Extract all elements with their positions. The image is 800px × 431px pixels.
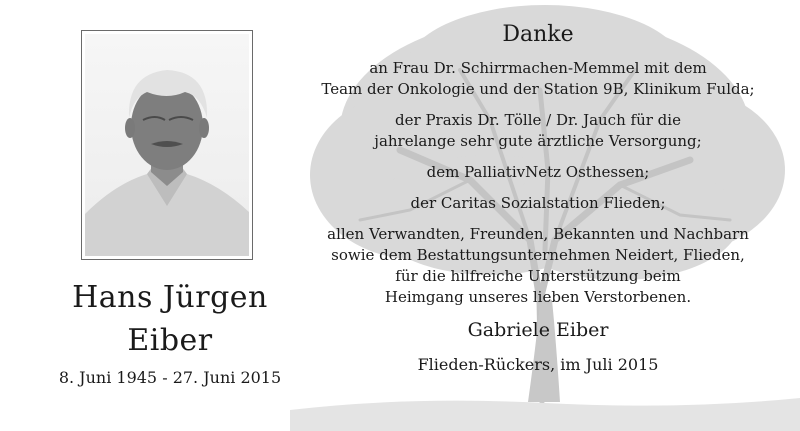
- thanks-block-caritas: [300, 193, 776, 214]
- thanks-line: der Caritas Sozialstation Flieden;: [410, 194, 666, 212]
- thanks-line: Team der Onkologie und der Station 9B, Klinikum Fulda;: [321, 80, 755, 98]
- thanks-line: der Praxis Dr. Tölle / Dr. Jauch für die: [395, 111, 681, 129]
- deceased-name-first: Hans Jürgen: [72, 280, 268, 315]
- thanks-column: [300, 22, 776, 376]
- thanks-block-palliative: [300, 162, 776, 183]
- thanks-line: jahrelange sehr gute ärztliche Versorgung;: [374, 132, 702, 150]
- portrait-photo: [85, 34, 249, 256]
- portrait-frame: [81, 30, 253, 260]
- portrait-icon: [85, 34, 249, 256]
- thanks-line: sowie dem Bestattungsunternehmen Neidert, Flieden,: [331, 246, 745, 264]
- thanks-line: an Frau Dr. Schirrmachen-Memmel mit dem: [369, 59, 707, 77]
- thanks-heading: Danke: [502, 22, 574, 47]
- place-date: Flieden-Rückers, im Juli 2015: [417, 355, 659, 374]
- thanks-line: allen Verwandten, Freunden, Bekannten und Nachbarn: [327, 225, 749, 243]
- thanks-block-family: [300, 224, 776, 308]
- deceased-name-last: Eiber: [127, 323, 213, 358]
- thanks-block-clinic: [300, 58, 776, 100]
- thanks-line: für die hilfreiche Unterstützung beim: [395, 267, 681, 285]
- thanks-line: Heimgang unseres lieben Verstorbenen.: [384, 288, 692, 306]
- signature: Gabriele Eiber: [467, 319, 609, 341]
- thanks-line: dem PalliativNetz Osthessen;: [426, 163, 650, 181]
- life-dates: 8. Juni 1945 - 27. Juni 2015: [58, 368, 282, 387]
- thanks-block-practice: [300, 110, 776, 152]
